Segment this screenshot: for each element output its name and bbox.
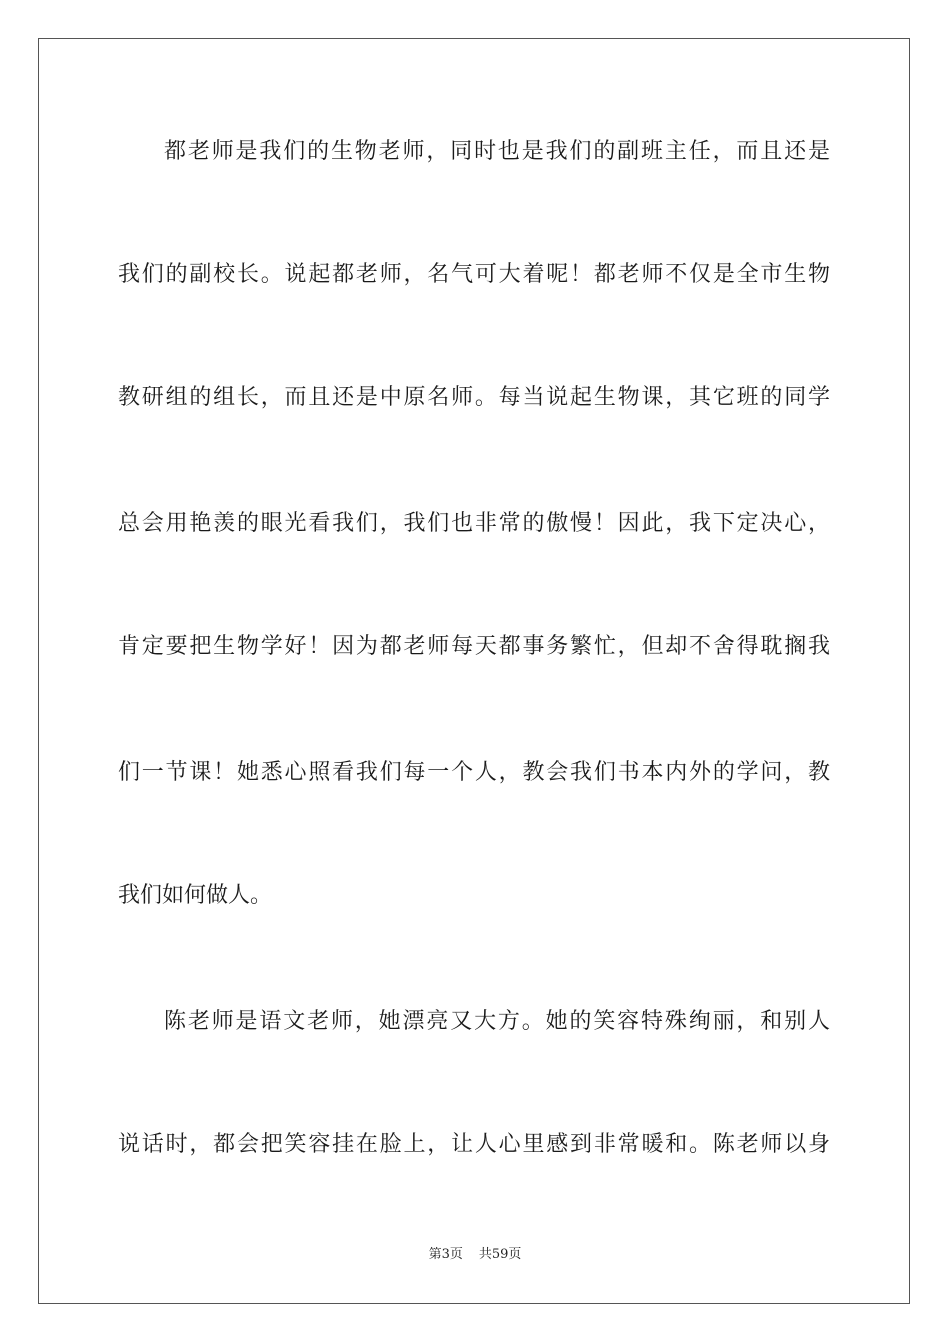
page-footer (0, 1246, 950, 1264)
page-number: 第3页 (428, 1247, 463, 1262)
paragraph-1-line-5: 肯定要把生物学好！因为都老师每天都事务繁忙，但却不舍得耽搁我 (118, 634, 830, 659)
paragraph-1-line-3: 教研组的组长，而且还是中原名师。每当说起生物课，其它班的同学 (118, 385, 830, 410)
paragraph-1-line-6: 们一节课！她悉心照看我们每一个人，教会我们书本内外的学问，教 (118, 760, 830, 785)
page-total: 共59页 (478, 1247, 522, 1262)
paragraph-2-line-2: 说话时，都会把笑容挂在脸上，让人心里感到非常暖和。陈老师以身 (118, 1132, 830, 1157)
paragraph-1-line-7: 我们如何做人。 (118, 883, 273, 908)
paragraph-1-line-1: 都老师是我们的生物老师，同时也是我们的副班主任，而且还是 (164, 139, 830, 164)
paragraph-1-line-4: 总会用艳羡的眼光看我们，我们也非常的傲慢！因此，我下定决心， (118, 511, 830, 536)
page-border (38, 38, 910, 1304)
paragraph-1-line-2: 我们的副校长。说起都老师，名气可大着呢！都老师不仅是全市生物 (118, 262, 830, 287)
paragraph-2-line-1: 陈老师是语文老师，她漂亮又大方。她的笑容特殊绚丽，和别人 (164, 1009, 830, 1034)
